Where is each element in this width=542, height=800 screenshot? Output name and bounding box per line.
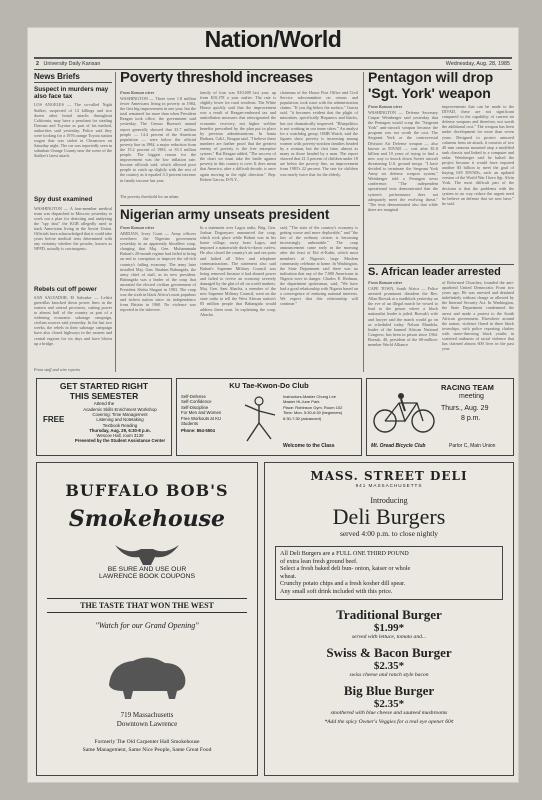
burger-2-name: Swiss & Bacon Burger — [326, 644, 452, 660]
burger-1-name: Traditional Burger — [336, 606, 442, 622]
bbq-formerly: Formerly The Old Carpenter Hall Smokehouse — [94, 739, 200, 745]
buffalo-icon — [103, 649, 191, 701]
study-ad-line-7: Presented by the Student Assistance Center — [74, 438, 166, 444]
brief-2-body: WASHINGTON — A four-member medical team was dispatched to Moscow yesterday to work out a plan for detecting and analyzing the "spy dust" the KGB allegedly used to track Americans living in the Soviet Union. Officials have acknowledged that it could take years before medical tests determined with any certainty whether the powder, known as NPPD, actually is carcinogenic. — [34, 205, 112, 252]
pentagon-col-2: improvements that can be made to the DIVAD, these are not significant compared to the capability of current air defense weapons and therefore, not worth the additional cost." The weapon has been under development for more than seven years. Designed to protect armored columns from air attack, it consists of two 40 mm cannons mounted atop a modified tank chassis and linked to a computer and radar. Weinberger said he halted the project because it would have required another $3 billion to meet the goal of buying 618 DIVADs, each an updated version of the World War I hero Sgt. Alvin York. The most difficult part of the decision is that the problems with the system in no way reduce the urgent need he believe an defense that we now have," he said. — [442, 104, 514, 206]
mass-street-deli-ad — [264, 462, 514, 776]
study-ad-free: FREE — [43, 415, 65, 424]
brief-credit: From staff and wire reports — [34, 366, 81, 372]
tkd-phone: Phone: 864-5504 — [181, 428, 215, 434]
study-ad-line-1: Academic Skills Enrichment Workshop — [83, 407, 157, 412]
bicycle-icon — [371, 391, 437, 435]
steer-skull-icon — [111, 539, 183, 567]
study-ad-line-4: Textbook Reading — [102, 422, 138, 428]
tkd-right-1: Instructors-Master Chung Lee — [283, 394, 336, 399]
racing-club: Mt. Oread Bicycle Club — [371, 443, 426, 449]
tkd-right-2: Master Hi-June Park — [283, 399, 320, 405]
section-title: Nation/World — [204, 28, 342, 52]
nigeria-col-2: In a statement over Lagos radio, Brig. Gen. Joshua Dogonyaro announced the coup, which took place while Buhari was in his home village, away from Lagos, and imposed a nationwide dusk-to-dawn curfew. He also closed the country's air and sea ports and halted all Telex and telephone communications. The statement also said Buhari's Supreme Military Council was being removed because it had abused power and failed to revive an economy severely damaged by the glut of oil on world markets. Maj. Gen. Sani Abacha, a member of the new Supreme Military Council, went on the state radio to tell the West African nation's 85 million people that Babangida would address them soon. In explaining the coup, Abacha — [200, 225, 276, 317]
bbq-banner — [47, 598, 247, 613]
study-ad-attend: Attend the — [93, 401, 115, 406]
safrica-col-1: CAPE TOWN, South Africa — Police arrested prominent dissident the Rev. Allan Boesak at a roadblock yesterday on the eve of an illegal march he vowed to lead to the prison where a black nationalist leader is jailed. Boesak's wife and lawyer said the march would go on as scheduled today. Nelson Mandela, leader of the banned African National Congress, has been in prison since 1964. Boesak, 40, president of the 60-million-member World Alliance — [368, 286, 438, 348]
safrica-headline: S. African leader arrested — [368, 266, 501, 278]
nigeria-headline: Nigerian army unseats president — [120, 207, 330, 222]
brief-1-body: LOS ANGELES — The so-called Night Stalker, suspected of 14 killings and two dozen other brutal attacks throughout California, may have a penchant for stealing Datsuns and Toyotas as part of his method, authorities said yesterday. Police said they were looking for a 1976 orange Toyota station wagon that was stolen in Chinatown on Saturday night. The car was reportedly seen in suburban Orange County near the scene of the Stalker's latest attack. — [34, 102, 112, 159]
newspaper-page — [28, 28, 518, 782]
deli-title: Deli Burgers — [332, 504, 446, 529]
news-briefs — [34, 72, 112, 376]
deli-served: served 4:00 p.m. to close nightly — [339, 529, 439, 538]
deli-address: 941 MASSACHUSETTS — [355, 483, 423, 488]
issue-date: Wednesday, Aug. 28, 1985 — [445, 61, 510, 67]
tkd-left-5: Free Workouts at KU Students — [181, 415, 222, 427]
study-ad-line-3: Listening and Notetaking — [96, 417, 144, 423]
study-skills-ad — [36, 378, 172, 456]
deli-name: MASS. STREET DELI — [310, 469, 468, 483]
deli-desc-2: of extra lean fresh ground beef. — [280, 557, 358, 565]
taekwondo-title: KU Tae-Kwon-Do Club — [229, 381, 309, 390]
study-ad-line-2: Covering: Time Management — [92, 412, 148, 418]
tkd-right-4: Time: Mon. 5:30-6:30 (beginners) — [283, 410, 343, 416]
racing-team-ad — [366, 378, 514, 456]
deli-desc-6: Any small soft drink included with this price. — [280, 587, 393, 595]
folio-line — [36, 61, 100, 67]
racing-when: Thurs., Aug. 29 — [441, 405, 489, 412]
bbq-name-2: Smokehouse — [68, 506, 226, 532]
poverty-col-1-tail: The poverty threshold for an urban — [120, 194, 179, 199]
burger-3-name: Big Blue Burger — [343, 682, 435, 698]
tkd-right-5: 6:30-7:30 (advanced) — [283, 415, 322, 421]
brief-2-head: Spy dust examined — [34, 196, 93, 204]
poverty-col-3: chairman of the House Post Office and Civil Service subcommittee on census and population, took issue with the administration claims. "If you dig below the surface," Garcia said, "it becomes evident that the plight of minorities, specifically Hispanics and blacks, has not dramatically improved. "Bluepolitics is not working in our inner cities." An analyst for a watchdog group, OMB Watch, said the figures show poverty is increasing among women with poverty-stricken families headed by a woman, but the first time, almost as many as those headed by a man. The report showed that 21.3 percent of children under 18 are below the poverty line, an improvement from 1983's 22 percent. The rate for children was nearly twice that for the elderly. — [280, 90, 358, 177]
study-ad-title-2: THIS SEMESTER — [69, 391, 139, 401]
deli-footnote: *Add the spicy Owner's Veggies for a real eye opener 60¢ — [324, 718, 454, 725]
racing-time: 8 p.m. — [461, 415, 481, 422]
burger-3-price: $2.35* — [373, 697, 405, 710]
bbq-be-sure: BE SURE AND USE OUR — [107, 566, 187, 573]
buffalo-bobs-ad — [36, 462, 258, 776]
deli-desc-1: All Deli Burgers are a FULL ONE THIRD POUND — [280, 550, 409, 557]
paper-name: University Daily Kansan — [43, 61, 101, 67]
safrica-col-2: of Reformed Churches, founded the anti-apartheid United Democratic Front two years ago. He was arrested and detained indefinitely without charge as allowed by the Internal Security Act. In Washington, the State Department condemned the arrest and made a protest to the South African government. Elsewhere around the nation, violence flared in three black townships, with police reporting clashes with stone-throwing black youths in scattered outbursts of racial violence that has claimed almost 600 lives in the past year. — [442, 280, 514, 352]
brief-3-head: Rebels cut off power — [34, 285, 97, 293]
poverty-col-2: family of four was $10,609 last year, up from $10,178 a year earlier. The rate is slightly lower for rural residents. The White House quickly said that the improvement was a result of Reagan-endorsed tax and antiinflation measures that reinvigorated the economic recovery, not higher welfare benefits prescribed by the plan put in place by previous administrations. In Santa Barbara, Calif., Reagan said, "I believe these numbers are further proof that the greatest enemy of poverty is the free enterprise system." But Reagan added, "The success of the chart we must take the battle against poverty in this country is over. It does mean that America, after a difficult decade, is once again moving in the right direction." Rep. Robert Garcia, D-N.Y., — [200, 90, 276, 182]
deli-desc-4: wheat. — [280, 572, 297, 580]
bbq-address-2: Downtown Lawrence — [116, 720, 178, 728]
study-ad-title-1: GET STARTED RIGHT — [59, 381, 149, 391]
nigeria-byline: From Kansan wires — [120, 225, 155, 230]
study-ad-line-6: Wescoe Hall, room 3139 — [96, 433, 144, 439]
bbq-coupons: LAWRENCE BOOK COUPONS — [98, 573, 196, 580]
bbq-name-1: BUFFALO BOB'S — [65, 481, 229, 500]
racing-meeting: meeting — [459, 393, 484, 400]
news-briefs-title: News Briefs — [34, 72, 112, 83]
tkd-left-2: Self-Confidence — [181, 399, 212, 405]
bbq-same: Same Management, Same Nice People, Same Great Food — [82, 747, 212, 753]
pentagon-col-1: WASHINGTON — Defense Secretary Caspar Weinberger said yesterday that the Pentagon would scrap the "Sergeant York" anti-aircraft weapon because the program was not worth the cost. The Sergeant York or the controversial Division Air Defense weapon — also known as DIVAD — cost after $1.8 billion and 10 years of trying to find a new way to knock down Soviet aircraft threatening U.S. ground troops. "I have decided to terminate the Sergeant York Army air defense weapon system," Weinberger told a Pentagon news conference. "The independent operational tests demonstrated that the system's performance does not adequately meet the evolving threat." "The tests demonstrated also that while there are marginal — [368, 110, 438, 212]
deli-desc-3: Select a fresh baked deli bun- onion, kaiser or whole — [280, 565, 411, 573]
tkd-left-3: Self-Discipline — [181, 404, 209, 410]
deli-introducing: Introducing — [370, 496, 408, 505]
bbq-address-1: 719 Massachusetts — [120, 711, 174, 719]
deli-desc-5: Crunchy potato chips and a fresh kosher dill spear. — [280, 580, 406, 588]
poverty-headline: Poverty threshold increases — [120, 69, 313, 86]
brief-3-body: SAN SALVADOR, El Salvador — Leftist guerrillas knocked down power lines in the eastern and central provinces, cutting power to almost half of the country as part of a widening economic sabotage campaign, civilian sources said yesterday. In the last two weeks, the rebels in their sabotage campaign have also closed highways in the eastern and central regions for six days and have blown up a bridge. — [34, 294, 112, 346]
deli-description — [275, 546, 503, 600]
tkd-welcome: Welcome to the Class — [283, 443, 335, 449]
safrica-byline: From Kansan wires — [368, 280, 403, 285]
burger-2-desc: swiss cheese and ranch style bacon — [349, 671, 429, 678]
tkd-left-1: Self-Defense — [181, 394, 206, 399]
burger-3-desc: smothered with blue cheese and sauteed mushrooms — [330, 709, 448, 716]
study-ad-line-5: Thursday, Aug. 29, 6:30-8 p.m. — [89, 427, 151, 433]
burger-1-price: $1.99* — [373, 621, 405, 634]
tkd-right-3: Place: Robinson Gym, Room 102 — [283, 404, 343, 410]
pentagon-byline: From Kansan wires — [368, 104, 403, 109]
bbq-grand-opening: "Watch for our Grand Opening" — [95, 621, 199, 630]
bbq-banner-text: THE TASTE THAT WON THE WEST — [80, 601, 214, 610]
tkd-left-4: For Men and Women — [181, 410, 222, 416]
brief-1-head: Suspect in murders may also face tax — [34, 86, 109, 101]
poverty-col-1: WASHINGTON — There were 1.8 million fewer Americans living in poverty in 1984, the first big improvement in one year, but the total remained far more than when President Reagan took office, the government said yesterday. The Census Bureau's annual report generally showed that 33.7 million people — 14.4 percent of the American population — were below the official poverty line in 1984, a major reduction from the 15.2 percent of 1983, or 35.3 million people. The biggest reason for the improvement was the low inflation rate. Income officials said, which allowed poor people to catch up slightly with the rest of the country as it equaled 3.3 percent increase in family income last year. — [120, 96, 196, 183]
burger-2-price: $2.35* — [373, 659, 405, 672]
poverty-byline: From Kansan wires — [120, 90, 155, 95]
page-number: 2 — [36, 61, 39, 67]
nigeria-col-1: ABIDJAN, Ivory Coast — Army officers overthrew the Nigerian government yesterday in an apparently bloodless coup, charging that Maj. Gen. Muhammadu Buhari's 20-month regime had failed to bring an end to corruption or improve the oil-rich country's failing economy. The army later installed Maj. Gen. Ibrahim Babangida, the army chief of staff, as its new president. Babangida was a leader of the coup that unseated the elected civilian government of President Shehu Shagari in 1983. The coup was the sixth in black Africa's most populous and richest nation since its independence from Britain in 1960. No violence was reported in the takeover. — [120, 231, 196, 313]
nigeria-col-3: said, "The state of the country's economy is getting worse and more deplorable," and "the lots of the ordinary citizen is becoming increasingly unbearable." The coup announcement came early in the morning after the feast of Eid el-Kabir, which most members of Nigeria's large Moslem community celebrate at home. In Washington, the State Department said there was no indication that any of the 7,000 Americans in Nigeria were in danger. Charles E. Redman, the department spokesman, said, "We have had a good relationship with Nigeria based on a convergence of enduring national interests. We expect that this relationship will continue." — [280, 225, 358, 307]
martial-arts-figure-icon — [237, 393, 281, 445]
racing-title: RACING TEAM — [441, 383, 494, 392]
burger-1-desc: served with lettuce, tomato and... — [351, 633, 427, 640]
taekwondo-ad — [176, 378, 362, 456]
pentagon-headline: Pentagon will drop 'Sgt. York' weapon — [368, 69, 494, 101]
racing-place: Parlor C, Main Union — [449, 443, 496, 449]
